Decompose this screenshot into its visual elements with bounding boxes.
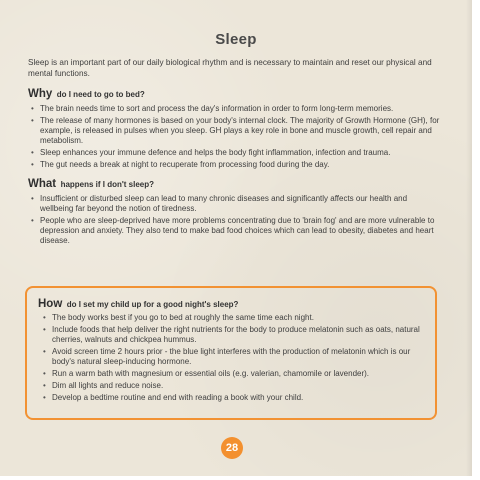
page-number-badge: 28 — [221, 437, 243, 459]
bullet-dot-icon: • — [43, 313, 46, 322]
heading-rest: do I need to go to bed? — [56, 90, 145, 99]
bullet-text: People who are sleep-deprived have more problems concentrating due to 'brain fog' and are more vulnerable to depression and anxiety. They also tend to make bad food choices which can lead to obesity, diabetes and heart disease. — [40, 215, 435, 246]
bullet-dot-icon: • — [31, 193, 34, 203]
bullet-text: The brain needs time to sort and process the day's information in order to form long-term memories. — [40, 104, 394, 113]
bullet-item — [28, 160, 440, 170]
bullet-dot-icon: • — [31, 159, 34, 169]
what-bullet-list — [28, 194, 440, 247]
bullet-dot-icon: • — [31, 104, 34, 113]
heading-rest: happens if I don't sleep? — [60, 179, 155, 189]
bullet-text: Run a warm bath with magnesium or essential oils (e.g. valerian, chamomile or lavender). — [52, 369, 370, 379]
how-bullet-list — [38, 313, 425, 404]
tips-box — [25, 286, 437, 420]
bullet-dot-icon: • — [43, 381, 46, 391]
bullet-item — [28, 116, 440, 147]
heading-keyword: What — [28, 177, 57, 190]
bullet-item — [38, 313, 425, 323]
bullet-text: Develop a bedtime routine and end with reading a book with your child. — [52, 393, 304, 403]
bullet-dot-icon: • — [43, 393, 46, 403]
bullet-item — [28, 148, 440, 158]
heading-keyword: Why — [28, 88, 53, 100]
bullet-item — [28, 104, 440, 114]
bullet-item — [28, 194, 440, 214]
main-content — [28, 58, 440, 252]
bullet-text: Include foods that help deliver the right nutrients for the body to produce melatonin such as oats, natural cherries, walnuts and chickpea hummus. — [52, 325, 420, 345]
bullet-text: Insufficient or disturbed sleep can lead to many chronic diseases and significantly affects our health and wellbeing far beyond the notion of tiredness. — [40, 193, 408, 213]
bullet-dot-icon: • — [31, 115, 34, 125]
bullet-item — [38, 393, 425, 403]
section-heading-what — [28, 176, 440, 191]
bullet-dot-icon: • — [43, 347, 46, 357]
box-heading-how — [38, 296, 425, 311]
bullet-dot-icon: • — [43, 369, 46, 379]
why-bullet-list — [28, 104, 440, 170]
bullet-item — [38, 347, 425, 367]
page-title: Sleep — [215, 31, 257, 48]
bullet-item — [38, 381, 425, 391]
heading-rest: do I set my child up for a good night's sleep? — [66, 300, 239, 309]
bullet-text: The body works best if you go to bed at roughly the same time each night. — [52, 313, 314, 322]
heading-keyword: How — [38, 298, 63, 310]
bullet-item — [38, 369, 425, 379]
bullet-dot-icon: • — [43, 325, 46, 334]
section-heading-why — [28, 86, 440, 101]
bullet-text: The gut needs a break at night to recuperate from processing food during the day. — [40, 159, 330, 169]
bullet-text: Avoid screen time 2 hours prior - the blue light interferes with the production of melatonin which is our body's natural sleep-inducing hormone. — [52, 347, 411, 367]
bullet-dot-icon: • — [31, 147, 34, 157]
bullet-text: The release of many hormones is based on your body's internal clock. The majority of Growth Hormone (GH), for example, is released in pulses when you sleep. GH plays a key role in bone and muscle growth, cell repair and metabolism. — [40, 115, 440, 146]
bullet-text: Dim all lights and reduce noise. — [52, 381, 164, 391]
bullet-text: Sleep enhances your immune defence and helps the body fight inflammation, infection and trauma. — [40, 147, 391, 157]
intro-paragraph: Sleep is an important part of our daily biological rhythm and is necessary to maintain and reset our physical and mental functions. — [28, 58, 432, 78]
bullet-item — [38, 325, 425, 345]
bullet-dot-icon: • — [31, 215, 34, 225]
bullet-item — [28, 216, 440, 247]
